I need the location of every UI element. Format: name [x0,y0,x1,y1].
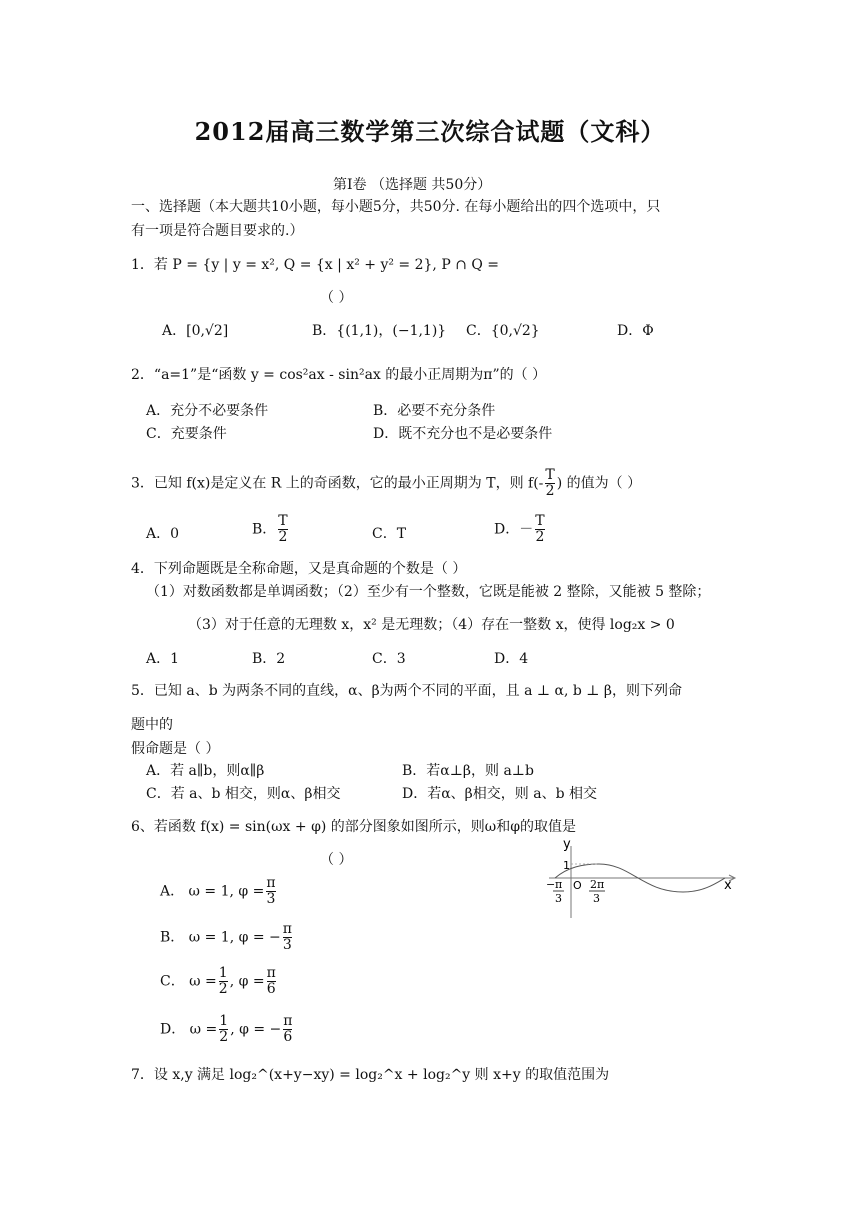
option-label: D．－ [494,521,534,538]
question-3-option-b [252,514,290,545]
t-over-2-fraction [535,514,544,545]
question-2-option-a: A．充分不必要条件 [146,403,269,419]
page-title: 2012届高三数学第三次综合试题（文科） [194,117,666,146]
x-axis-label: x [724,878,732,893]
pi-over-3-fraction [266,876,275,907]
question-2-option-c: C．充要条件 [146,426,227,442]
fraction-numerator: π [282,921,292,937]
question-6-answer-blank: （ ） [320,852,353,868]
fraction-denominator: 3 [282,937,292,953]
option-text: D． ω = [160,1021,218,1038]
option-label: B． [252,521,277,538]
question-3-stem-tail: ) 的值为（ ） [556,475,642,492]
instructions-continued: 有一项是符合题目要求的.） [131,223,304,239]
fraction-numerator: π [283,1013,293,1029]
pi-over-6-fraction [267,966,276,997]
pi-over-3-fraction [283,922,292,953]
option-text: , φ = − [230,1021,282,1038]
fraction-denominator: 2 [545,483,555,499]
question-6-option-b [160,922,294,953]
question-5-stem-continued: 题中的 [131,717,173,733]
question-4-stem: 4．下列命题既是全称命题，又是真命题的个数是（ ） [131,561,467,577]
neg-pi-denominator: 3 [555,892,562,905]
question-3-option-a: A．0 [146,526,180,542]
y-axis-label: y [563,837,571,852]
question-1-option-c: C．{0,√2} [466,323,540,339]
question-1-answer-blank: （ ） [320,290,353,306]
t-over-2-fraction [278,514,287,545]
question-4-option-a: A．1 [146,651,180,667]
t-over-2-fraction [545,468,554,499]
fraction-numerator: 1 [219,1013,229,1029]
question-2-option-b: B．必要不充分条件 [373,403,496,419]
question-5-option-a: A．若 a∥b，则α∥β [146,763,265,779]
question-4-statement-2: （3）对于任意的无理数 x，x² 是无理数；（4）存在一整数 x，使得 log₂x > 0 [188,617,675,633]
two-pi-numerator: 2π [590,878,605,891]
question-7-stem: 7．设 x,y 满足 log₂^(x+y−xy) = log₂^x + log₂^y 则 x+y 的取值范围为 [131,1067,610,1083]
pi-over-6-fraction [283,1014,292,1045]
question-3-option-c: C．T [372,526,407,542]
question-5-stem-ending: 假命题是（ ） [131,741,220,757]
question-1-option-d: D．Φ [617,323,654,339]
question-6-stem: 6、若函数 f(x) = sin(ωx + φ) 的部分图象如图所示，则ω和φ的取值是 [131,819,577,835]
question-2-option-d: D．既不充分也不是必要条件 [373,426,553,442]
question-4-option-b: B．2 [252,651,286,667]
question-5-option-b: B．若α⊥β，则 a⊥b [402,763,534,779]
option-text: B． ω = 1, φ = − [160,929,281,946]
question-1-stem: 1．若 P = {y | y = x², Q = {x | x² + y² = 2}, P ∩ Q = [131,257,500,273]
question-6-option-c [160,966,278,997]
question-6-option-d [160,1014,294,1045]
question-3-stem-text: 3．已知 f(x)是定义在 R 上的奇函数，它的最小正周期为 T，则 f(- [131,475,544,492]
one-half-fraction [219,1014,228,1045]
question-5-stem: 5．已知 a、b 为两条不同的直线，α、β为两个不同的平面，且 a ⊥ α, b ⊥ β，则下列命 [131,683,683,699]
option-text: A． ω = 1, φ = [160,883,265,900]
origin-label: O [573,879,582,892]
question-2-stem: 2．“a=1”是“函数 y = cos²ax - sin²ax 的最小正周期为π”的（ ） [131,367,547,383]
question-5-option-d: D．若α、β相交，则 a、b 相交 [402,786,597,802]
question-3-stem [131,468,641,499]
neg-pi-numerator: π [555,878,563,891]
neg-sign: − [546,878,556,891]
question-1-option-a: A．[0,√2] [162,323,229,339]
question-4-statement-1: （1）对数函数都是单调函数；（2）至少有一个整数，它既是能被 2 整除，又能被 5 整除； [146,584,711,600]
option-text: , φ = [229,973,265,990]
question-4-option-c: C．3 [372,651,406,667]
option-text: C． ω = [160,973,217,990]
fraction-denominator: 3 [266,891,276,907]
one-half-fraction [219,966,228,997]
fraction-denominator: 2 [278,529,288,545]
fraction-denominator: 6 [266,981,276,997]
fraction-denominator: 6 [283,1029,293,1045]
fraction-numerator: T [278,513,288,529]
sine-graph [543,836,763,918]
fraction-numerator: 1 [218,965,228,981]
question-4-option-d: D．4 [494,651,529,667]
fraction-denominator: 2 [218,981,228,997]
fraction-numerator: π [266,875,276,891]
fraction-denominator: 2 [535,529,545,545]
section-title: 第Ⅰ卷 （选择题 共50分） [333,177,492,193]
fraction-denominator: 2 [219,1029,229,1045]
one-tick-label: 1 [563,859,570,872]
two-pi-denominator: 3 [593,892,600,905]
question-5-option-c: C．若 a、b 相交，则α、β相交 [146,786,341,802]
fraction-numerator: T [535,513,545,529]
fraction-numerator: T [545,467,555,483]
instructions: 一、选择题（本大题共10小题，每小题5分，共50分. 在每小题给出的四个选项中，只 [131,199,661,215]
question-6-option-a [160,876,278,907]
fraction-numerator: π [266,965,276,981]
question-1-option-b: B．{(1,1)，(−1,1)} [312,323,447,339]
question-3-option-d [494,514,547,545]
